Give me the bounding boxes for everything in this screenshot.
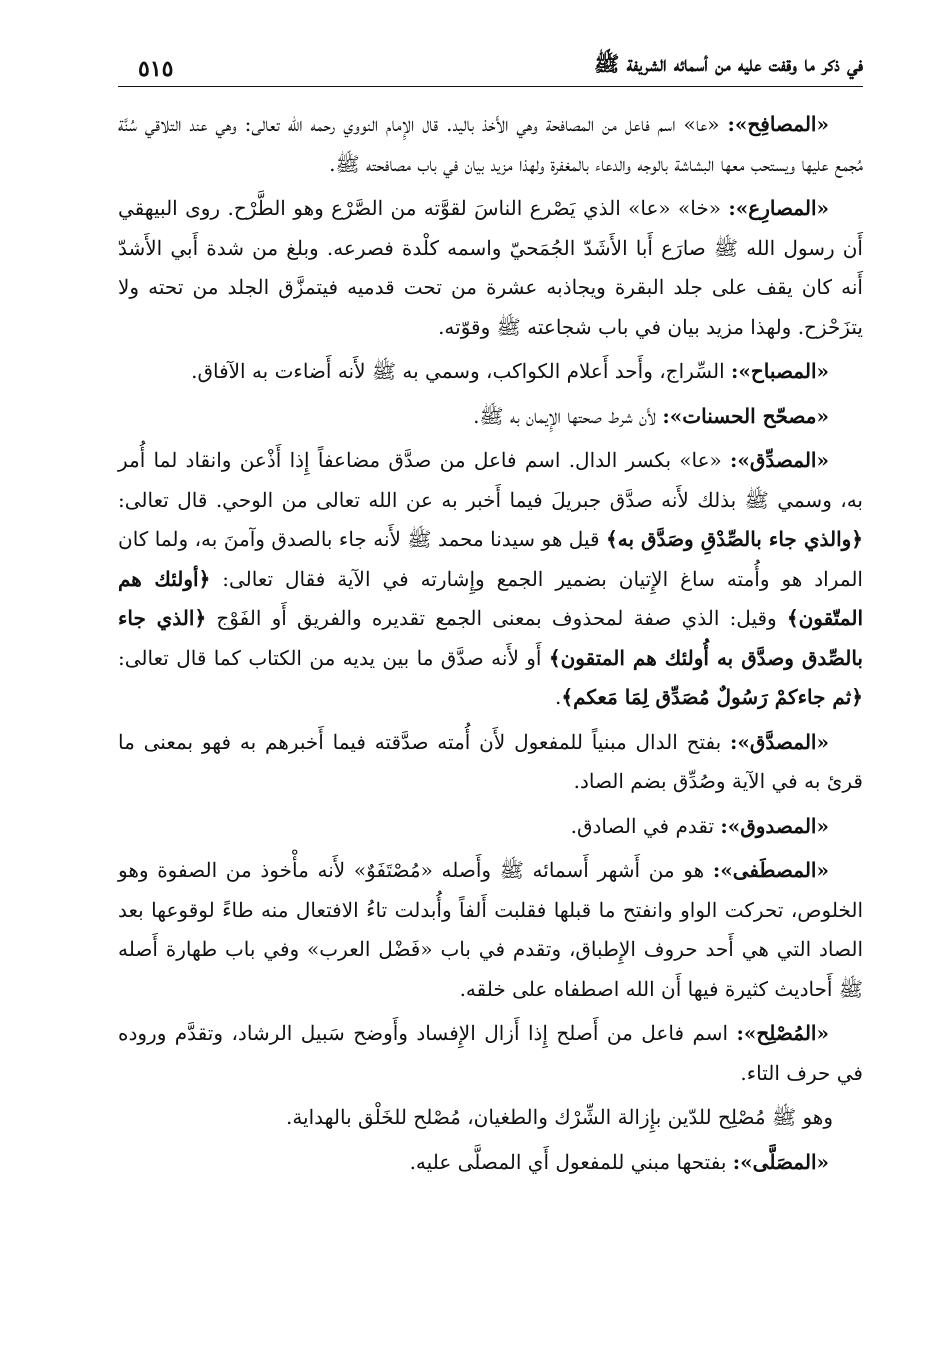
entry-term: «مصحّح الحسنات»: <box>662 403 829 428</box>
entry-muslih-continued <box>118 1098 863 1138</box>
quran-quote: ﴿الذي جاء بالصِّدق وصدَّق به أُولئك هم المتقون﴾ <box>118 606 863 670</box>
entry-text: بفتح الدال مبنياً للمفعول لأَن أُمته صدَّقته فيما أَخبرهم به فهو بمعنى ما قرئ به في الآية وصُدِّق بضم الصاد. <box>118 729 863 793</box>
entry-masduq <box>118 807 863 847</box>
entry-term: «المصافِح»: <box>727 112 829 136</box>
entry-text: تقدم في الصادق. <box>570 813 721 838</box>
page-number: ٥١٥ <box>138 56 174 82</box>
entry-text: «عا» اسم فاعل من المصافحة وهي الأَخذ باليد. قال الإِمام النووي رحمه الله تعالى: وهي عند التلاقي سُنَّة مُجمع عليها ويستحب معها البشاشة بالوجه والدعاء بالمغفرة ولهذا مزيد بيان في باب مصافحته ﷺ. <box>118 112 863 176</box>
entry-text: . <box>555 685 562 709</box>
entry-misbah <box>118 352 863 392</box>
entry-musaddiq <box>118 441 863 718</box>
entry-text: هو من أَشهر أَسمائه ﷺ وأَصله «مُصْتَفَوٌ» لأَنه مأْخوذ من الصفوة وهو الخلوص، تحركت الواو وانفتح ما قبلها فقلبت أَلفاً وأُبدلت تاءُ الافتعال منه طاءً لوقوعها بعد الصاد التي هي أَحد حروف الإِطباق، وتقدم في باب «فَضْل العرب» وفي باب طهارة أَصله ﷺ أَحاديث كثيرة فيها أَن الله اصطفاه على خلقه. <box>118 858 863 1001</box>
entry-musaddaq <box>118 723 863 802</box>
entry-term: «المُصْلِح»: <box>736 1021 829 1045</box>
entry-musalla <box>118 1143 863 1183</box>
quran-quote: ﴿أولئك هم المتّقون﴾ <box>118 566 863 630</box>
entry-text: أَو لأَنه صدَّق ما بين يديه من الكتاب كما قال تعالى: <box>118 645 549 670</box>
entry-text: قيل هو سيدنا محمد ﷺ لأَنه جاء بالصدق وآمنَ به، ولما كان المراد هو وأُمته ساغ الإِتيان بضمير الجمع وإِشارته في الآية فقال تعالى: <box>118 527 863 591</box>
entry-text: السِّراج، وأَحد أَعلام الكواكب، وسمي به ﷺ لأَنه أَضاءت به الآفاق. <box>191 359 732 383</box>
header-title: في ذكر ما وقفت عليه من أسمائه الشريفة ﷺ <box>593 51 863 76</box>
entry-term: «المصَلَّى»: <box>732 1149 829 1174</box>
entry-muslih <box>118 1014 863 1093</box>
entry-term: «المصدَّق»: <box>730 729 829 754</box>
entry-term: «المصارِع»: <box>728 196 829 220</box>
page-body <box>118 105 863 1182</box>
quran-quote: ﴿ثم جاءكمْ رَسُولٌ مُصَدِّق لِمَا مَعكم﴾ <box>561 685 863 709</box>
entry-text: «خا» «عا» الذي يَصْرع الناسَ لقوَّته من الصَّرْع وهو الطَّرْح. روى البيهقي أَن رسول الله ﷺ صارَع أَبا الأَشَدّ الجُمَحيّ واسمه كلْدة فصرعه. وبلغ من شدة أَبي الأَشدّ أَنه كان يقف على جلد البقرة ويجاذبه عشرة من تحت قدميه فيتمزَّق الجلد من تحته ولا يتزَحْزح. ولهذا مزيد بيان في باب شجاعته ﷺ وقوّته. <box>118 196 863 339</box>
entry-text: «عا» بكسر الدال. اسم فاعل من صدَّق مضاعفاً إِذا أَذْعن وانقاد لما أُمر به، وسمي ﷺ بذلك لأَنه صدَّق جبريلَ فيما أَخبر به عن الله تعالى من الوحي. قال تعالى: <box>118 448 863 512</box>
entry-text: اسم فاعل من أَصلح إِذا أَزال الإِفساد وأَوضح سَبيل الرشاد، وتقدَّم وروده في حرف التاء. <box>118 1021 863 1085</box>
entry-term: «المصدوق»: <box>720 813 829 838</box>
book-page <box>118 40 863 1187</box>
entry-musafih <box>118 105 863 184</box>
entry-mustafa <box>118 851 863 1009</box>
entry-term: «المصباح»: <box>731 359 829 383</box>
entry-text: وهو ﷺ مُصْلِح للدّين بإِزالة الشِّرْك والطغيان، مُصْلح للخَلْق بالهداية. <box>285 1105 833 1129</box>
entry-text: لأَن شرط صحتها الإِيمان به ﷺ. <box>473 403 663 428</box>
entry-term: «المصطَفى»: <box>712 858 829 882</box>
running-header <box>118 40 863 87</box>
entry-text: وقيل: الذي صفة لمحذوف بمعنى الجمع تقديره والفريق أَو الفَوْج <box>206 606 787 630</box>
entry-musahhih <box>118 397 863 437</box>
entry-text: بفتحها مبني للمفعول أَي المصلَّى عليه. <box>409 1149 733 1174</box>
quran-quote: ﴿والذي جاء بالصِّدْقِ وصَدَّق به﴾ <box>606 527 864 551</box>
entry-musari <box>118 189 863 347</box>
entry-term: «المصدِّق»: <box>730 448 829 472</box>
